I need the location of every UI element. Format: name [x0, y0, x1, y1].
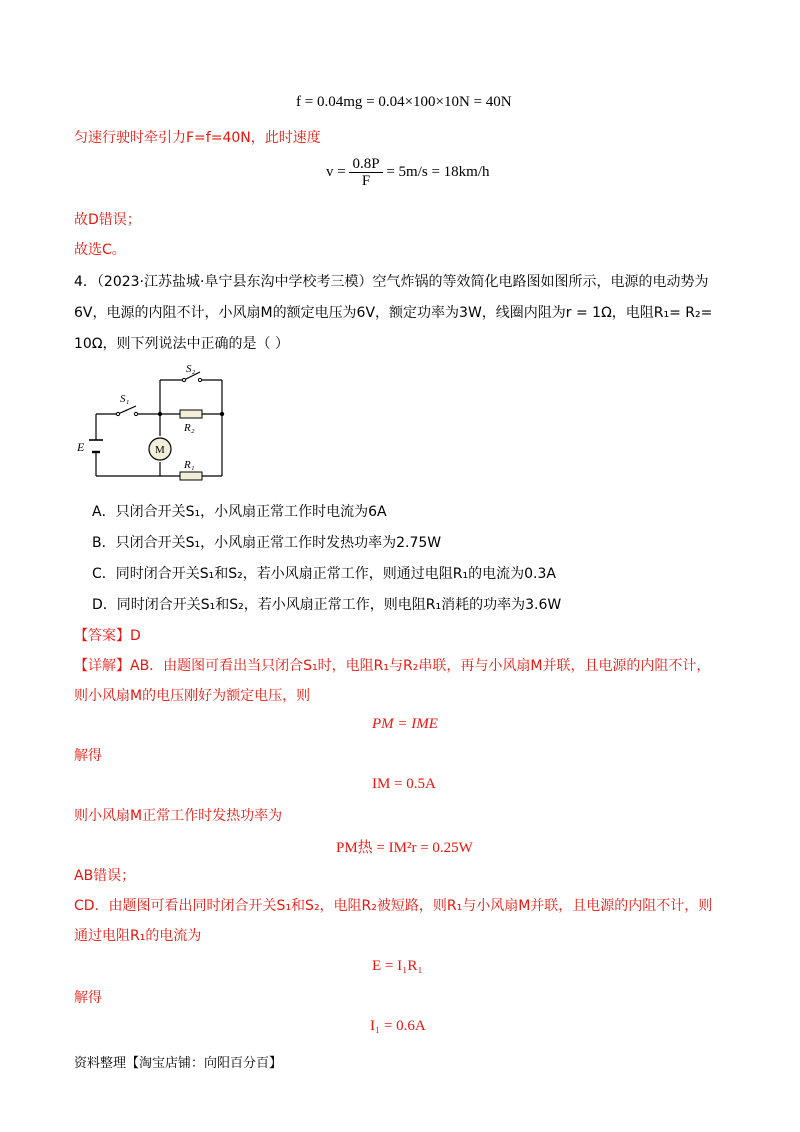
- traction-line: 匀速行驶时牵引力F=f=40N，此时速度: [74, 130, 321, 146]
- switch-s1-contact: [134, 412, 137, 415]
- option-d: D．同时闭合开关S₁和S₂，若小风扇正常工作，则电阻R₁消耗的功率为3.6W: [92, 597, 562, 613]
- equation-im: IM = 0.5A: [372, 776, 436, 792]
- equation-friction: f = 0.04mg = 0.04×100×10N = 40N: [296, 94, 512, 110]
- speed-rhs: = 5m/s = 18km/h: [386, 163, 490, 180]
- option-b: B．只闭合开关S₁，小风扇正常工作时发热功率为2.75W: [92, 535, 442, 551]
- label-m: M: [155, 444, 165, 456]
- switch-s1-pivot: [116, 412, 119, 415]
- option-a: A．只闭合开关S₁，小风扇正常工作时电流为6A: [92, 504, 387, 520]
- speed-denominator: F: [361, 173, 371, 189]
- junction-dot-left: [158, 412, 162, 416]
- speed-numerator: 0.8P: [349, 156, 382, 173]
- equation-pm: PM = IME: [372, 716, 438, 732]
- label-r1: R₁: [184, 459, 195, 471]
- speed-lhs: v =: [326, 163, 346, 180]
- d-wrong-line: 故D错误；: [74, 212, 141, 228]
- question-line-2: 6V，电源的内阻不计，小风扇M的额定电压为6V，额定功率为3W，线圈内阻为r = 1Ω，电阻R₁= R₂=: [74, 305, 713, 321]
- switch-s2-pivot: [182, 378, 185, 381]
- detail-line-4: CD．由题图可看出同时闭合开关S₁和S₂，电阻R₂被短路，则R₁与小风扇M并联，且电源的内阻不计，则: [74, 898, 713, 914]
- resistor-r1: [180, 472, 202, 480]
- speed-fraction: [349, 156, 382, 189]
- circuit-diagram: [72, 362, 242, 486]
- junction-dot-right: [220, 412, 224, 416]
- question-text-1: （2023·江苏盐城·阜宁县东沟中学校考三模）空气炸锅的等效简化电路图如图所示，电源的电动势为: [96, 274, 709, 290]
- label-e: E: [77, 440, 85, 454]
- question-line-3: 10Ω，则下列说法中正确的是（ ）: [74, 336, 289, 352]
- answer-line: 【答案】D: [74, 628, 141, 644]
- detail-line-3: 则小风扇M正常工作时发热功率为: [74, 808, 283, 824]
- ab-wrong-line: AB错误；: [74, 868, 136, 884]
- resistor-r2: [180, 410, 202, 418]
- equation-heat-power: PM热 = IM²r = 0.25W: [336, 840, 473, 856]
- solve-line-1: 解得: [74, 748, 102, 764]
- switch-s2-contact: [198, 378, 201, 381]
- detail-line-2: 则小风扇M的电压刚好为额定电压，则: [74, 688, 311, 704]
- detail-line-1: 【详解】AB．由题图可看出当只闭合S₁时，电阻R₁与R₂串联，再与小风扇M并联，且电源的内阻不计，: [74, 658, 711, 674]
- footer-source: 资料整理【淘宝店铺：向阳百分百】: [74, 1056, 283, 1071]
- equation-i1: I₁ = 0.6A: [370, 1018, 426, 1034]
- label-s1: S₁: [120, 393, 130, 405]
- equation-speed: [326, 156, 490, 189]
- question-line-1: [74, 272, 708, 292]
- detail-line-5: 通过电阻R₁的电流为: [74, 928, 202, 944]
- switch-s1-blade: [118, 406, 136, 414]
- question-number: 4．: [74, 274, 97, 290]
- label-s2: S₂: [186, 363, 196, 375]
- solve-line-2: 解得: [74, 990, 102, 1006]
- label-r2: R₂: [184, 422, 195, 434]
- option-c: C．同时闭合开关S₁和S₂，若小风扇正常工作，则通过电阻R₁的电流为0.3A: [92, 566, 556, 582]
- equation-e: E = I₁R₁: [372, 958, 423, 974]
- choose-c-line: 故选C。: [74, 242, 126, 258]
